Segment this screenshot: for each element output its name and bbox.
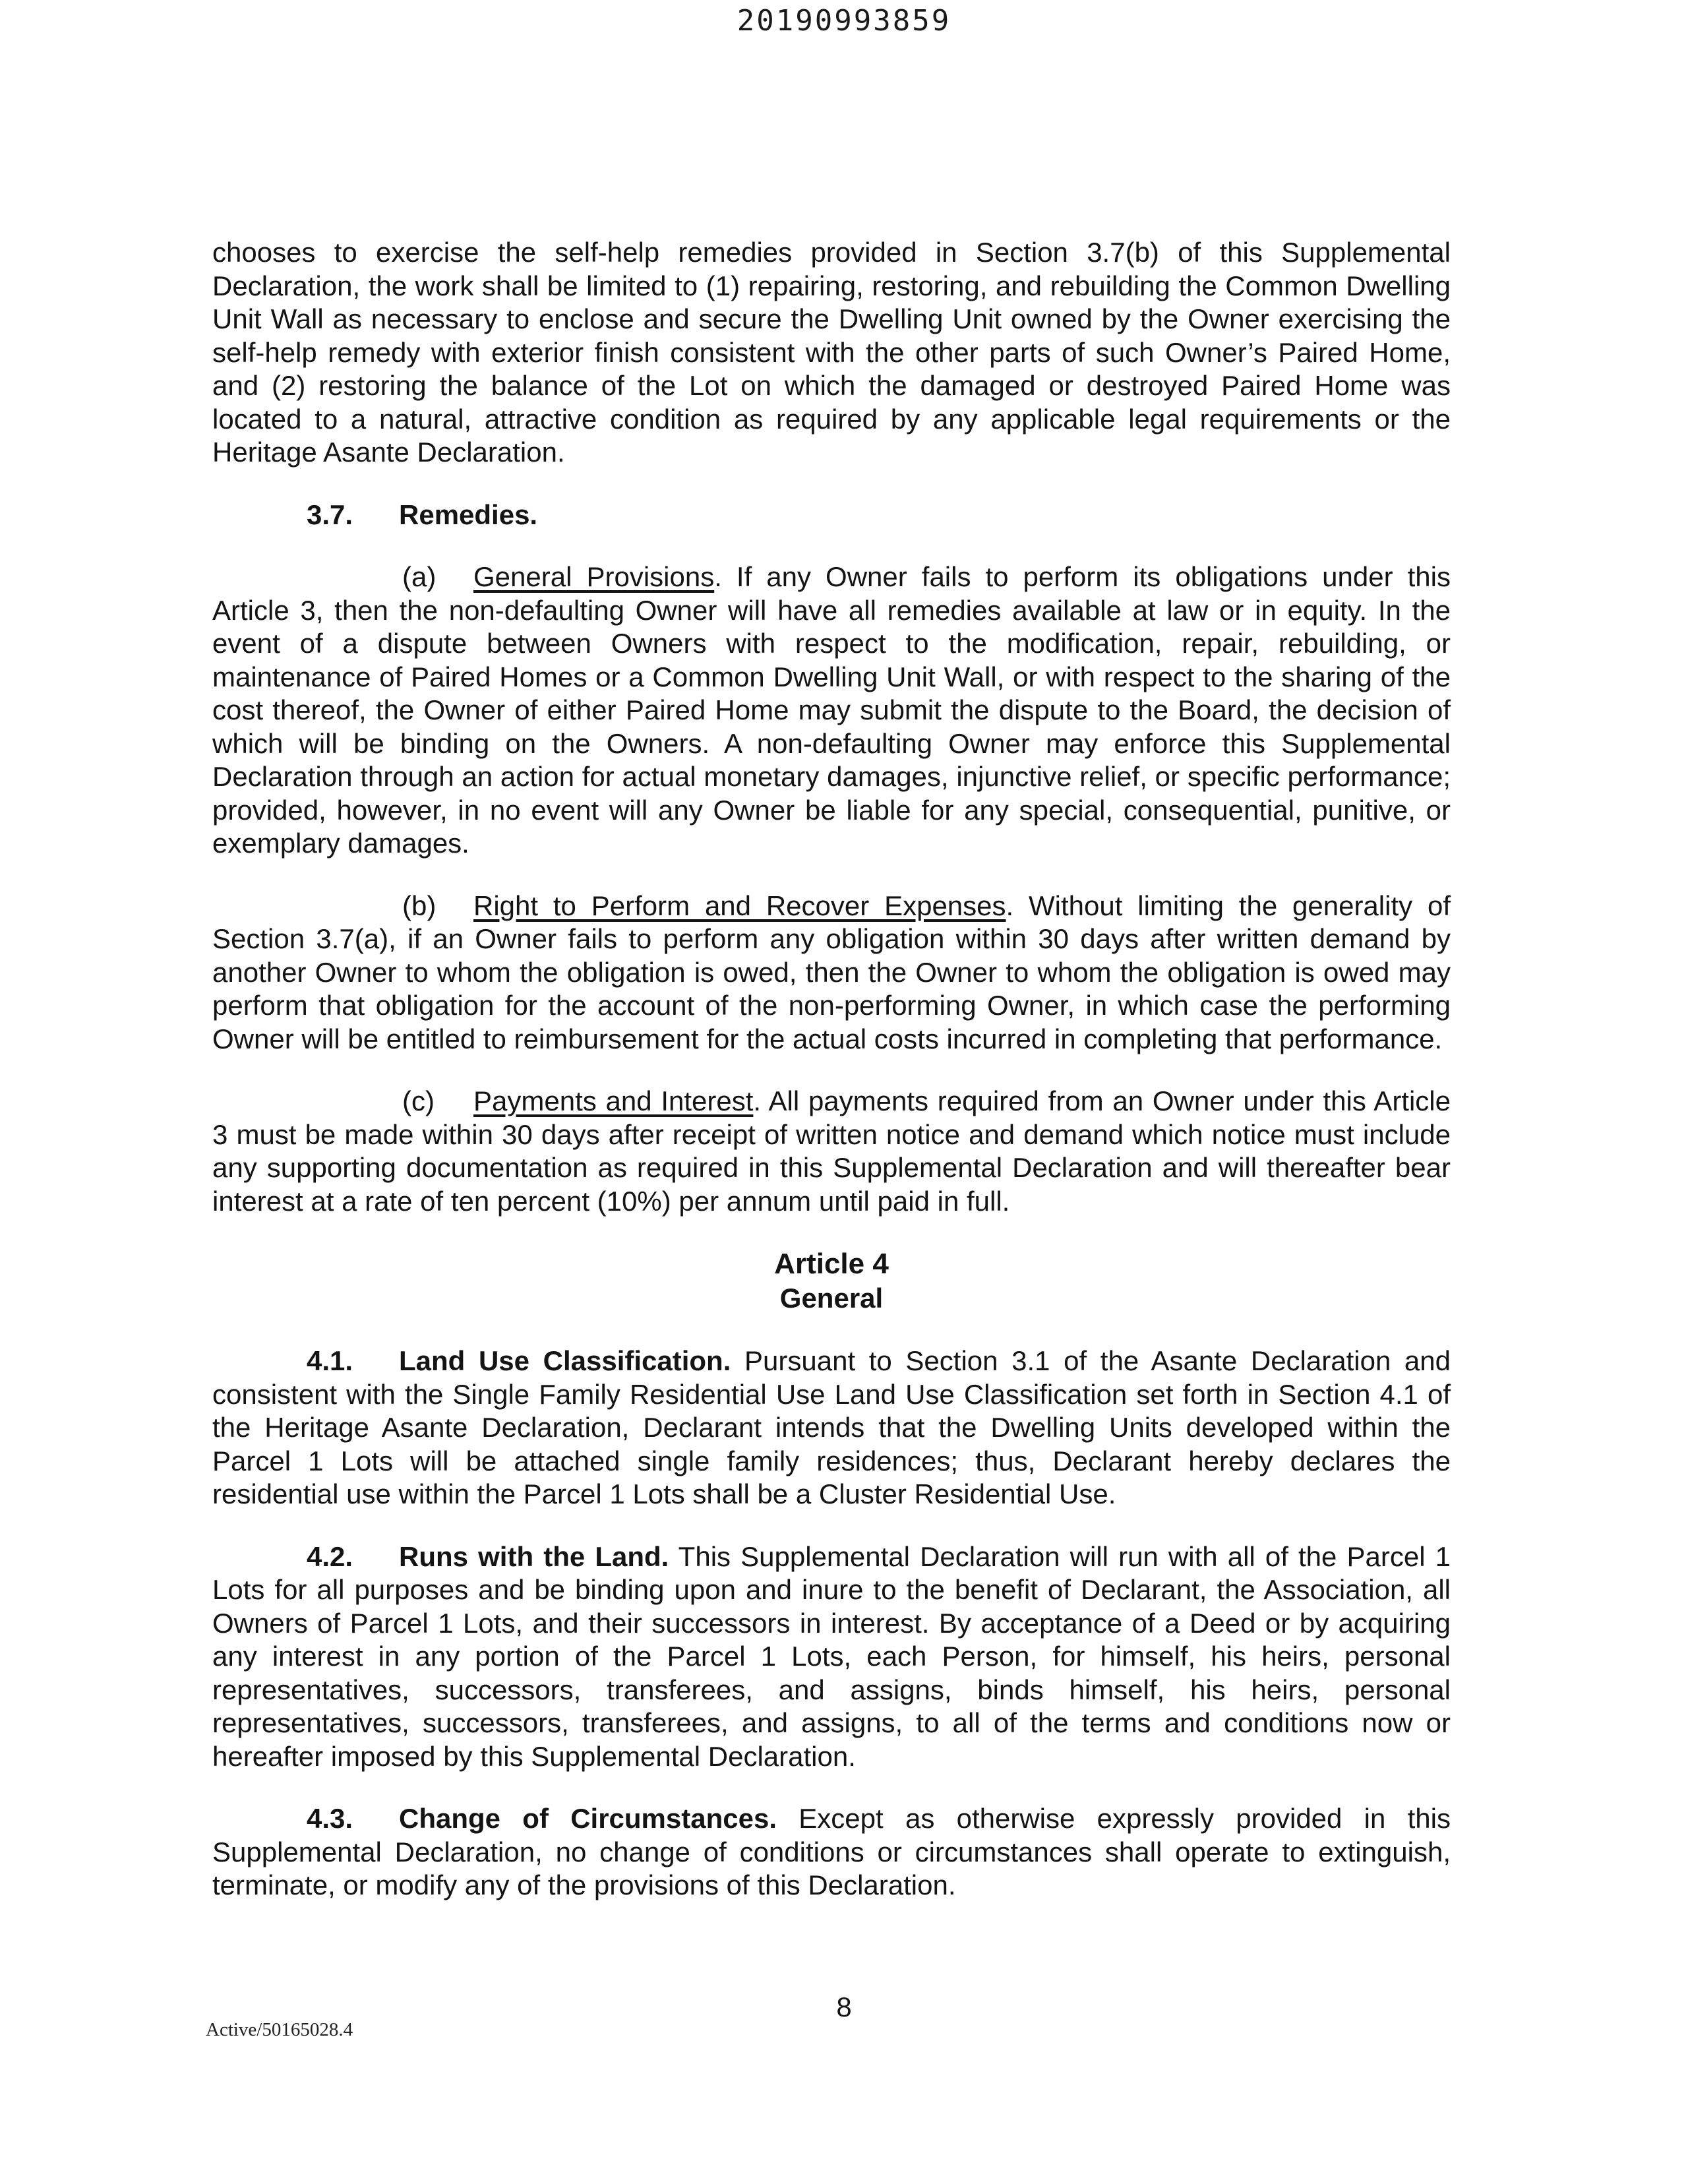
section-number: 4.3. (307, 1803, 353, 1834)
subsection-a (212, 561, 1451, 861)
section-text: Except as otherwise expressly provided in this Supplemental Declaration, no change of conditions or circumstances shall operate to extinguish, terminate, or modify any of the provisions of this Declaration. (212, 1803, 1451, 1900)
subsection-text: . Without limiting the generality of Section 3.7(a), if an Owner fails to perform any obligation within 30 days after written demand by another Owner to whom the obligation is owed, then the Owner to whom the obligation is owed may perform that obligation for the account of the non-performing Owner, in which case the performing Owner will be entitled to reimbursement for the actual costs incurred in completing that performance. (212, 890, 1451, 1054)
intro-paragraph: chooses to exercise the self-help remedies provided in Section 3.7(b) of this Supplemental Declaration, the work shall be limited to (1) repairing, restoring, and rebuilding the Common Dwelling Unit Wall as necessary to enclose and secure the Dwelling Unit owned by the Owner exercising the self-help remedy with exterior finish consistent with the other parts of such Owner’s Paired Home, and (2) restoring the balance of the Lot on which the damaged or destroyed Paired Home was located to a natural, attractive condition as required by any applicable legal requirements or the Heritage Asante Declaration. (212, 237, 1451, 468)
subsection-title: Payments and Interest (473, 1085, 754, 1116)
subsection-label: (c) (402, 1085, 435, 1116)
subsection-c (212, 1085, 1451, 1218)
section-number: 3.7. (307, 499, 353, 530)
article-title: Article 4 (774, 1248, 889, 1280)
section-3-7-heading (212, 499, 1451, 532)
section-text: This Supplemental Declaration will run with all of the Parcel 1 Lots for all purposes and be binding upon and inure to the benefit of Declarant, the Association, all Owners of Parcel 1 Lots, and their successors in interest. By acceptance of a Deed or by acquiring any interest in any portion of the Parcel 1 Lots, each Person, for himself, his heirs, personal representatives, successors, transferees, and assigns, binds himself, his heirs, personal representatives, successors, transferees, and assigns, to all of the terms and conditions now or hereafter imposed by this Supplemental Declaration. (212, 1540, 1451, 1772)
document-body (212, 236, 1451, 1902)
subsection-title: General Provisions (473, 561, 715, 592)
subsection-text: . If any Owner fails to perform its obligations under this Article 3, then the non-defaulting Owner will have all remedies available at law or in equity. In the event of a dispute between Owners with respect to the modification, repair, rebuilding, or maintenance of Paired Homes or a Common Dwelling Unit Wall, or with respect to the sharing of the cost thereof, the Owner of either Paired Home may submit the dispute to the Board, the decision of which will be binding on the Owners. A non-defaulting Owner may enforce this Supplemental Declaration through an action for actual monetary damages, injunctive relief, or specific performance; provided, however, in no event will any Owner be liable for any special, consequential, punitive, or exemplary damages. (212, 561, 1451, 859)
subsection-b (212, 890, 1451, 1056)
section-title: Change of Circumstances. (399, 1803, 777, 1834)
section-title: Runs with the Land. (399, 1540, 669, 1572)
section-4-3 (212, 1802, 1451, 1902)
article-subtitle: General (779, 1283, 884, 1314)
subsection-title: Right to Perform and Recover Expenses (473, 890, 1006, 921)
subsection-label: (a) (402, 561, 437, 592)
section-4-1 (212, 1345, 1451, 1511)
section-4-2 (212, 1540, 1451, 1774)
section-title: Land Use Classification. (399, 1345, 731, 1376)
section-text: Pursuant to Section 3.1 of the Asante Declaration and consistent with the Single Family Residential Use Land Use Classification set forth in Section 4.1 of the Heritage Asante Declaration, Declarant intends that the Dwelling Units developed within the Parcel 1 Lots will be attached single family residences; thus, Declarant hereby declares the residential use within the Parcel 1 Lots shall be a Cluster Residential Use. (212, 1345, 1451, 1509)
subsection-label: (b) (402, 890, 437, 921)
article-4-heading (212, 1247, 1451, 1316)
document-id: Active/50165028.4 (206, 2019, 353, 2040)
section-number: 4.2. (307, 1540, 353, 1572)
page-number: 8 (836, 1991, 852, 2022)
subsection-text: . All payments required from an Owner under this Article 3 must be made within 30 days after receipt of written notice and demand which notice must include any supporting documentation as required in this Supplemental Declaration and will thereafter bear interest at a rate of ten percent (10%) per annum until paid in full. (212, 1085, 1451, 1217)
recording-number: 20190993859 (737, 4, 951, 38)
section-number: 4.1. (307, 1345, 353, 1376)
section-title: Remedies. (399, 499, 538, 530)
